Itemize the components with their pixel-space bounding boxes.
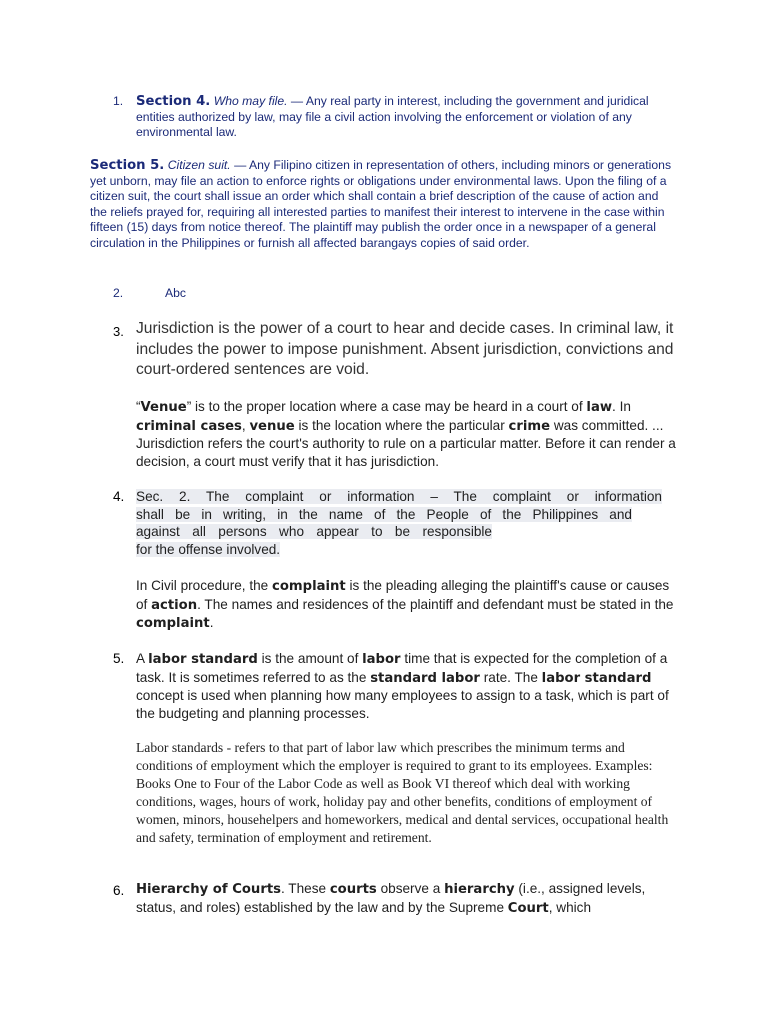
hierarchy-paragraph: Hierarchy of Courts. These courts observe a hierarchy (i.e., assigned levels, status, and roles) established by the law and by the Supreme Court, which bbox=[136, 881, 646, 916]
list-number: 3. bbox=[113, 324, 124, 339]
section-4-title: Who may file. bbox=[213, 94, 288, 108]
list-number: 1. bbox=[113, 94, 124, 108]
abc-text: Abc bbox=[165, 286, 187, 300]
sec-2-line: against all persons who appear to be responsible bbox=[136, 524, 492, 540]
section-5-heading: Section 5. bbox=[90, 158, 165, 173]
section-5-title: Citizen suit. bbox=[167, 158, 231, 172]
sec-2-line: for the offense involved. bbox=[136, 541, 281, 557]
jurisdiction-paragraph: Jurisdiction is the power of a court to hear and decide cases. In criminal law, it includes the power to impose punishment. Absent jurisdiction, convictions and court-ordered sentences are void. bbox=[136, 320, 674, 379]
list-number: 4. bbox=[113, 489, 125, 504]
section-5-paragraph bbox=[90, 158, 676, 251]
list-number: 2. bbox=[113, 286, 124, 300]
labor-standard-paragraph: A labor standard is the amount of labor time that is expected for the completion of a task. It is sometimes referred to as the standard labor rate. The labor standard concept is used when planning how many employees to assign to a task, which is part of the budgeting and planning processes. bbox=[136, 651, 669, 721]
sec-2-line: shall be in writing, in the name of the People of the Philippines and bbox=[136, 506, 632, 522]
sec-2-block bbox=[136, 488, 666, 558]
sec-2-line: Sec. 2. The complaint or information – The complaint or information bbox=[136, 489, 662, 504]
section-4-text: — Any real party in interest, including the government and juridical entities authorized by law, may file a civil action involving the enforcement or violation of any environmental law. bbox=[136, 94, 649, 139]
labor-standards-definition: Labor standards - refers to that part of labor law which prescribes the minimum terms and conditions of employment which the employer is required to grant to its employees. Examples: Books One to Four of the Labor Code as well as Book VI thereof which deal with working conditions, wages, hours of work, holiday pay and other benefits, conditions of employment of women, minors, househelpers and homeworkers, medical and dental services, occupational health and safety, termination of employment and retirement. bbox=[136, 740, 669, 845]
venue-paragraph: “Venue” is to the proper location where a case may be heard in a court of law. In criminal cases, venue is the location where the particular crime was committed. ... Jurisdiction refers the court's authority to rule on a particular matter. Before it can render a decision, a court must verify that it has jurisdiction. bbox=[136, 399, 676, 469]
section-4-heading: Section 4. bbox=[136, 94, 211, 109]
civil-procedure-paragraph: In Civil procedure, the complaint is the pleading alleging the plaintiff's cause or causes of action. The names and residences of the plaintiff and defendant must be stated in the complaint. bbox=[136, 578, 674, 632]
section-5-text: — Any Filipino citizen in representation of others, including minors or generations yet unborn, may file an action to enforce rights or obligations under environmental laws. Upon the filing of a citizen suit, the court shall issue an order which shall contain a brief description of the cause of action and the reliefs prayed for, requiring all interested parties to manifest their interest to intervene in the case within fifteen (15) days from notice thereof. The plaintiff may publish the order once in a newspaper of a general circulation in the Philippines or furnish all affected barangays copies of said order. bbox=[90, 158, 672, 250]
section-4-paragraph bbox=[136, 94, 676, 141]
list-number: 5. bbox=[113, 651, 125, 666]
list-number: 6. bbox=[113, 883, 125, 898]
